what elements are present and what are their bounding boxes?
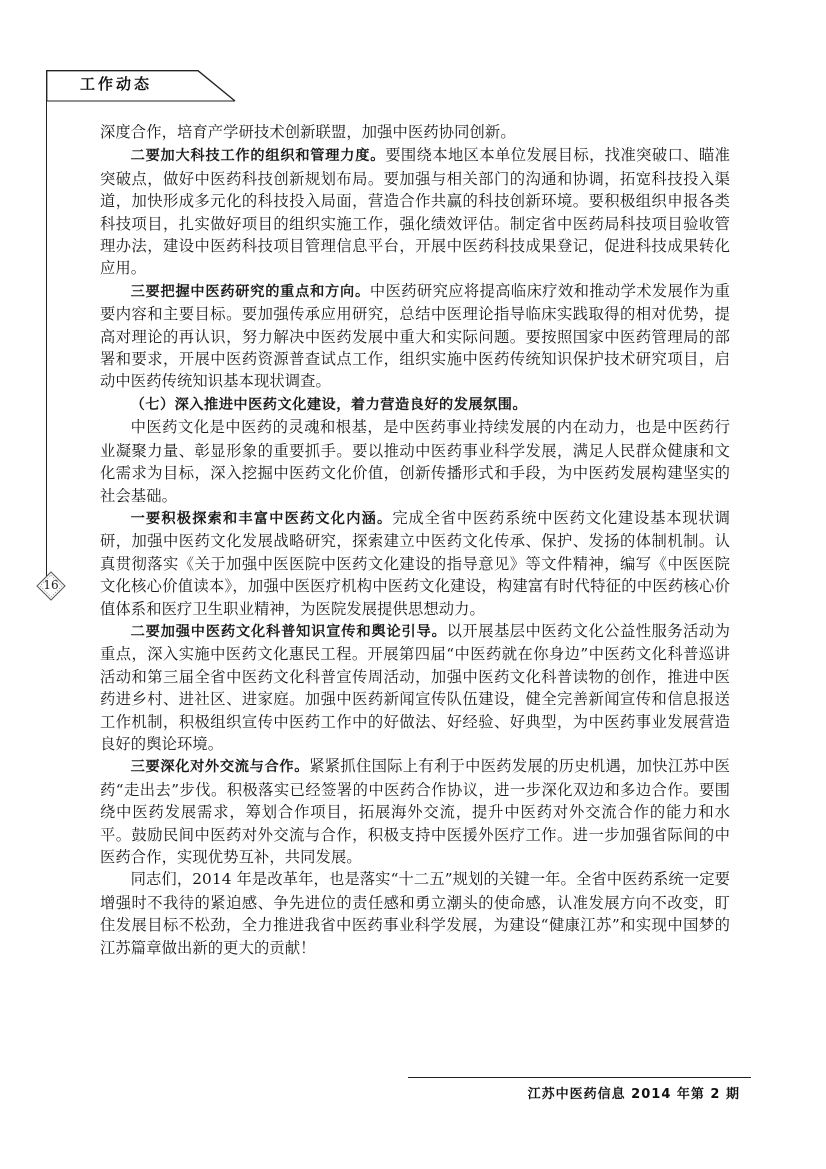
paragraph-lead: 一要积极探索和丰富中医药文化内涵。: [130, 510, 393, 527]
paragraph-text: 中医药研究应将提高临床疗效和推动学术发展作为重要内容和主要目标。要加强传承应用研究，总结中医理论指导临床实践取得的相对优势，提高对理论的再认识，努力解决中医药发展中重大和实际问题。要按照国家中医药管理局的部署和要求，开展中医药资源普查试点工作，组织实施中医药传统知识保护技术研究项目，启动中医药传统知识基本现状调查。: [100, 281, 730, 391]
section-title: 工作动态: [80, 75, 153, 93]
paragraph-text: 要围绕本地区本单位发展目标，找准突破口、瞄准突破点，做好中医药科技创新规划布局。要加强与相关部门的沟通和协调，拓宽科技投入渠道，加快形成多元化的科技投入局面，营造合作共赢的科技创新环境。要积极组织申报各类科技项目，扎实做好项目的组织实施工作，强化绩效评估。制定省中医药局科技项目验收管理办法，建设中医药科技项目管理信息平台，开展中医药科技成果登记，促进科技成果转化应用。: [100, 146, 730, 278]
paragraph-lead: 三要深化对外交流与合作。: [130, 759, 310, 776]
margin-rule: [46, 70, 47, 590]
paragraph-lead: （七）深入推进中医药文化建设，着力营造良好的发展氛围。: [130, 396, 528, 413]
paragraph-lead: 三要把握中医药研究的重点和方向。: [130, 283, 370, 300]
paragraph-text: 以开展基层中医药文化公益性服务活动为重点，深入实施中医药文化惠民工程。开展第四届“中医药就在你身边”中医药文化科普巡讲活动和第三届全省中医药文化科普宣传周活动，加强中医药文化科普读物的创作，推进中医药进乡村、进社区、进家庭。加强中医药新闻宣传队伍建设，健全完善新闻宣传和信息报送工作机制，积极组织宣传中医药工作中的好做法、好经验、好典型，为中医药事业发展营造良好的舆论环境。: [100, 621, 730, 753]
paragraph: [100, 121, 730, 144]
paragraph-lead: 二要加大科技工作的组织和管理力度。: [130, 148, 386, 165]
page-number: 16: [43, 578, 59, 592]
paragraph-text: 紧紧抓住国际上有利于中医药发展的历史机遇，加快江苏中医药“走出去”步伐。积极落实已经签署的中医药合作协议，进一步深化双边和多边合作。要围绕中医药发展需求，筹划合作项目，拓展海外交流，提升中医药对外交流合作的能力和水平。鼓励民间中医药对外交流与合作，积极支持中医援外医疗工作。进一步加强省际间的中医药合作，实现优势互补，共同发展。: [100, 757, 730, 866]
paragraph: [100, 755, 730, 868]
footer-publication: 江苏中医药信息 2014 年第 2 期: [527, 1087, 740, 1102]
paragraph: [100, 144, 730, 279]
footer-rule: [408, 1077, 751, 1078]
paragraph: [100, 620, 730, 755]
paragraph-text: 同志们，2014 年是改革年，也是落实“十二五”规划的关键一年。全省中医药系统一定要增强时不我待的紧迫感、争先进位的责任感和勇立潮头的使命感，认准发展方向不改变，盯住发展目标不松劲，全力推进我省中医药事业科学发展，为建设“健康江苏”和实现中国梦的江苏篇章做出新的更大的贡献！: [100, 870, 730, 957]
paragraph-text: 完成全省中医药系统中医药文化建设基本现状调研，加强中医药文化发展战略研究，探索建立中医药文化传承、保护、发扬的体制机制。认真贯彻落实《关于加强中医医院中医药文化建设的指导意见》等文件精神，编写《中医医院文化核心价值读本》，加强中医医疗机构中医药文化建设，构建富有时代特征的中医药核心价值体系和医疗卫生职业精神，为医院发展提供思想动力。: [100, 508, 730, 618]
paragraph-text: 深度合作，培育产学研技术创新联盟，加强中医药协同创新。: [100, 123, 516, 141]
paragraph: [100, 507, 730, 620]
paragraph: [100, 280, 730, 393]
section-heading: [100, 393, 730, 416]
paragraph-text: 中医药文化是中医药的灵魂和根基，是中医药事业持续发展的内在动力，也是中医药行业凝聚力量、彰显形象的重要抓手。要以推动中医药事业科学发展，满足人民群众健康和文化需求为目标，深入挖掘中医药文化价值，创新传播形式和手段，为中医药发展构建坚实的社会基础。: [100, 418, 730, 505]
paragraph: [100, 868, 730, 959]
paragraph-lead: 二要加强中医药文化科普知识宣传和舆论引导。: [130, 623, 447, 640]
paragraph: [100, 416, 730, 507]
article-body: [100, 121, 730, 959]
